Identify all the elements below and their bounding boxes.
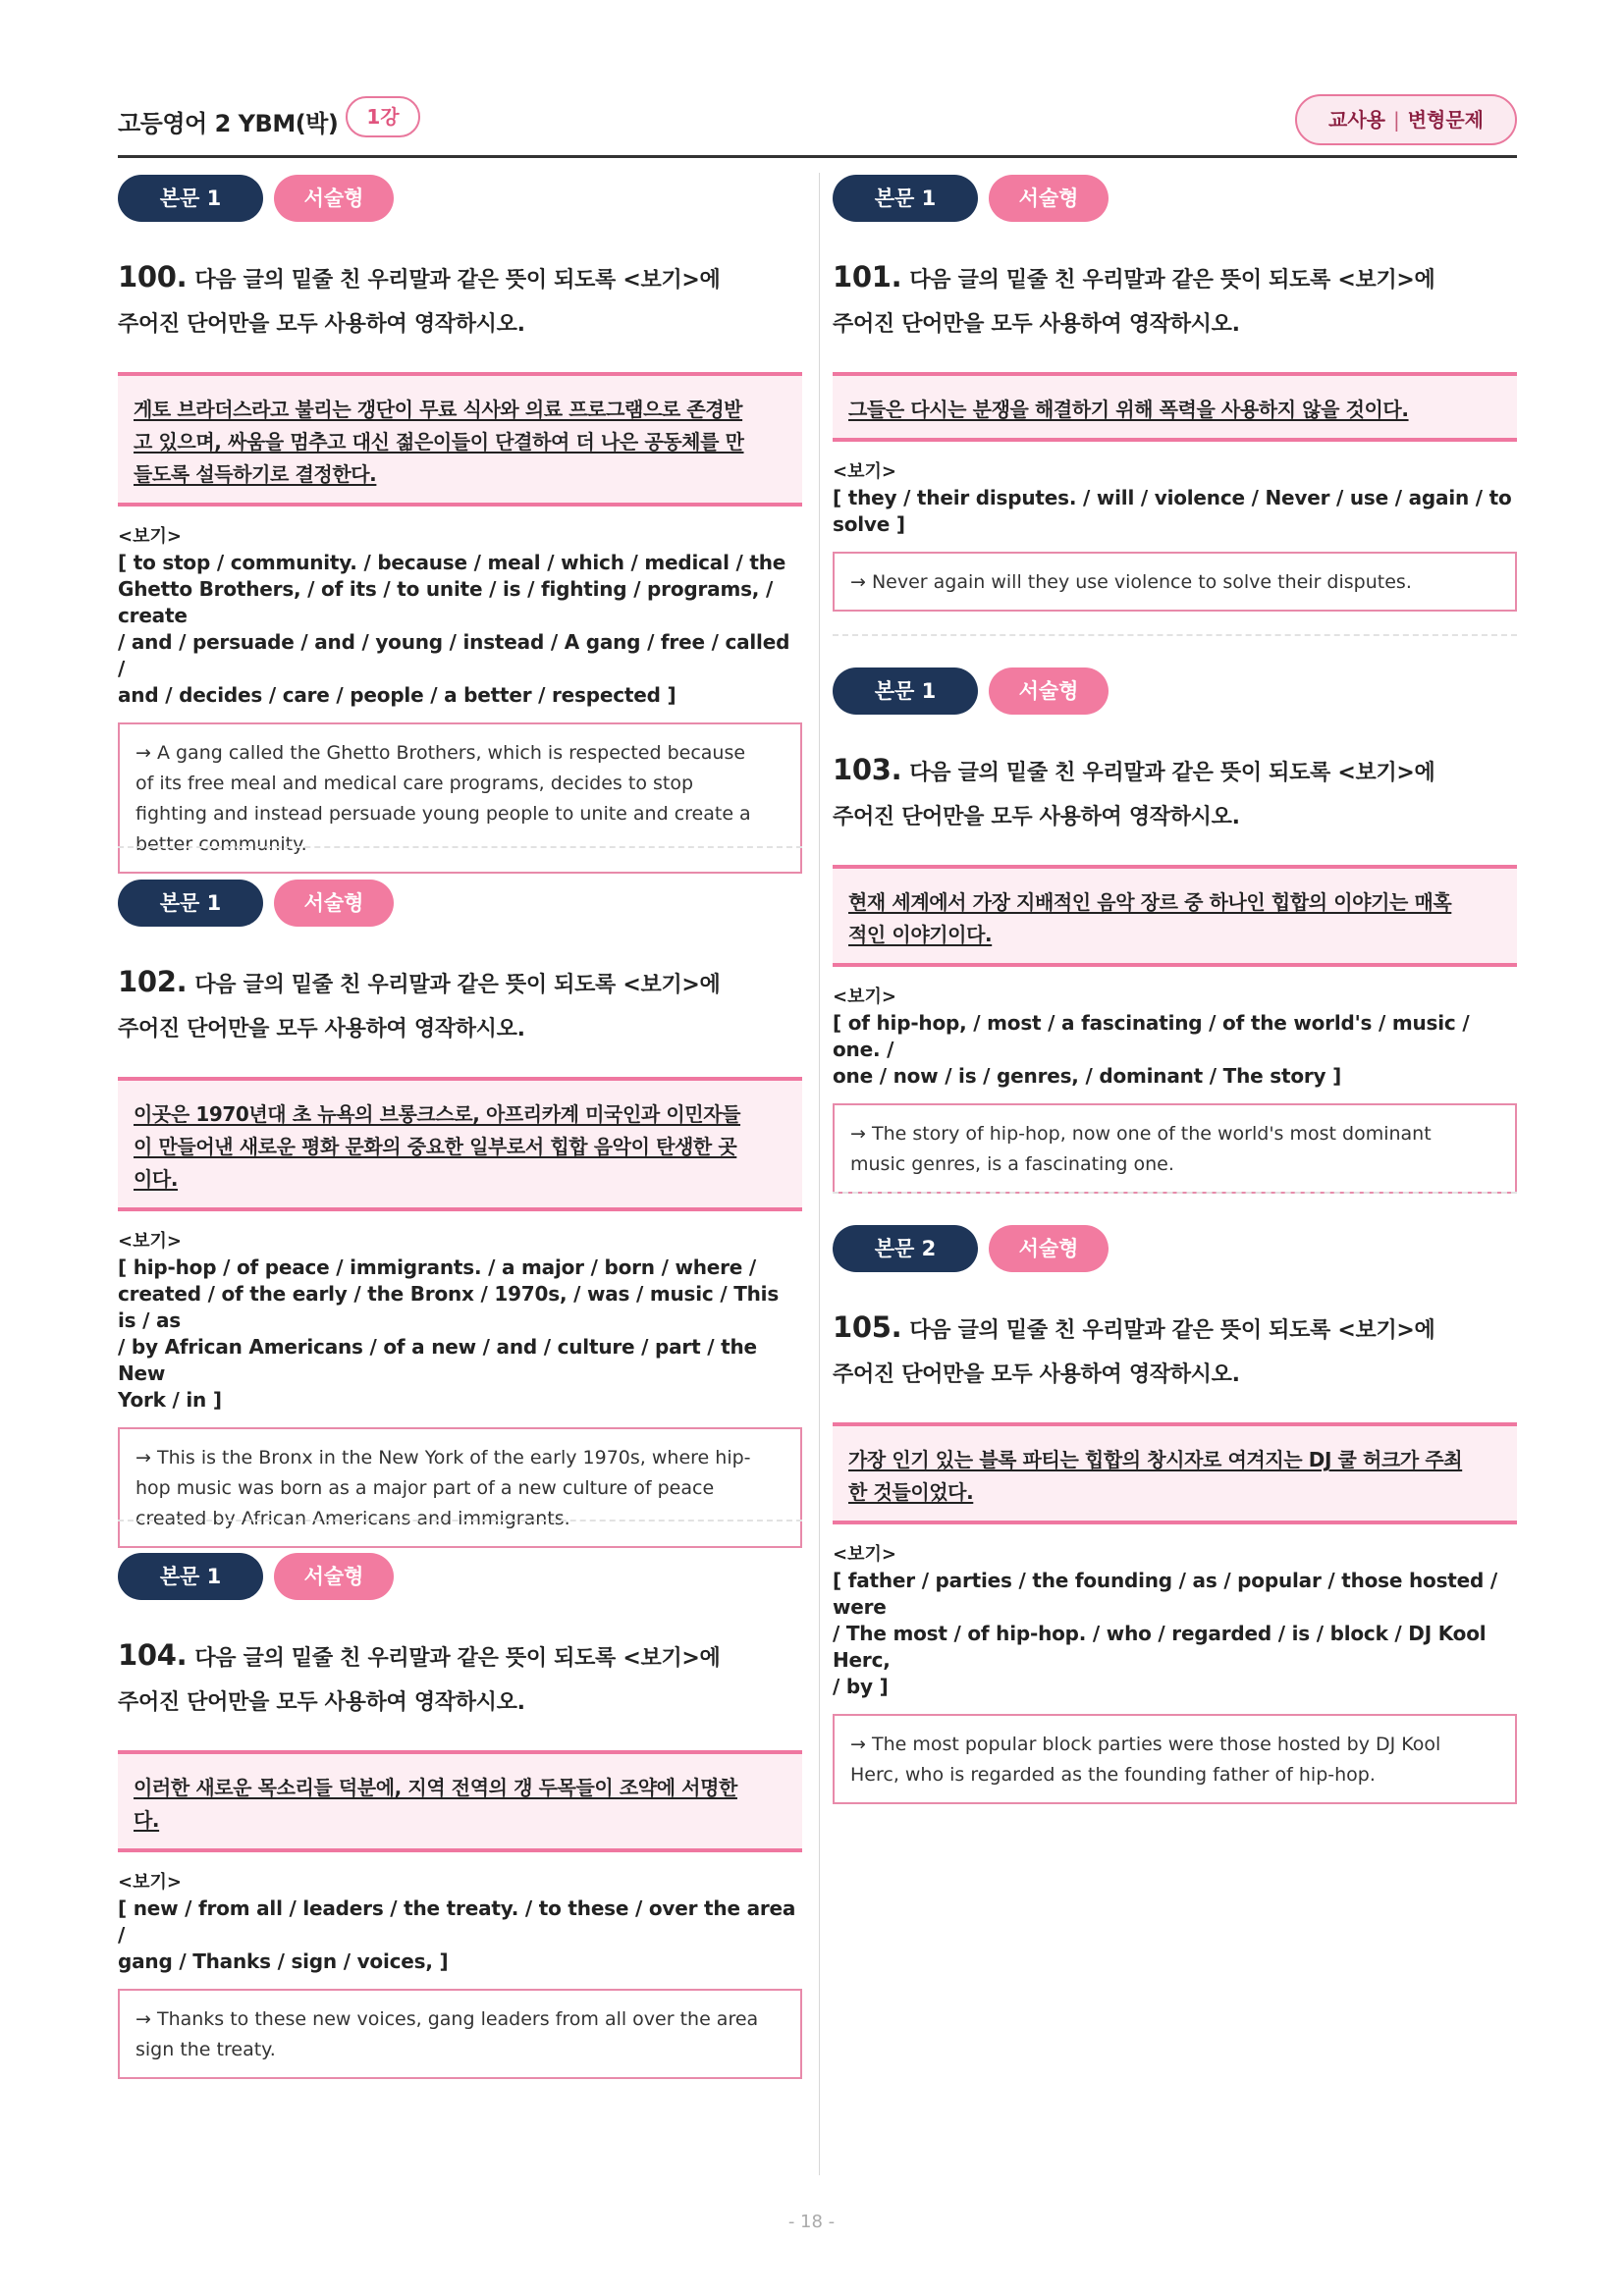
question-separator [833,1192,1517,1194]
korean-line: 그들은 다시는 분쟁을 해결하기 위해 폭력을 사용하지 않을 것이다. [848,398,1409,421]
type-pill: 서술형 [989,1225,1109,1272]
korean-sentence-box [118,1750,802,1852]
bogi-word-list: [ father / parties / the founding / as / popular / those hosted / were / The most / of hip-hop. / who / regarded / is / block / DJ Kool Herc, / by ] [833,1569,1498,1698]
answer-box: → The most popular block parties were those hosted by DJ Kool Herc, who is regarded as the founding father of hip-hop. [833,1714,1517,1804]
answer-box: → The story of hip-hop, now one of the world's most dominant music genres, is a fascinating one. [833,1103,1517,1194]
section-pill: 본문 1 [118,175,263,222]
edition-separator: | [1392,108,1400,132]
bogi-word-list: [ of hip-hop, / most / a fascinating / of the world's / music / one. / one / now / is / genres, / dominant / The story ] [833,1011,1470,1088]
book-title: 고등영어 2 YBM(박) [118,110,339,137]
edition-type-label: 변형문제 [1407,108,1484,132]
korean-sentence-box [833,372,1517,442]
bogi-label: <보기> [833,1544,896,1565]
bogi-label: <보기> [118,1872,182,1893]
question-number: 100. [118,260,188,294]
page-number: - 18 - [787,2212,836,2232]
section-pill: 본문 1 [833,175,978,222]
question-instruction: 101. 다음 글의 밑줄 친 우리말과 같은 뜻이 되도록 <보기>에 주어진 단어만을 모두 사용하여 영작하시오. [833,260,1435,337]
question-number: 103. [833,753,902,786]
korean-line: 다. [134,1808,160,1832]
edition-teacher-label: 교사용 [1328,108,1385,132]
type-pill: 서술형 [989,175,1109,222]
bogi-label: <보기> [833,987,896,1007]
korean-line: 이다. [134,1167,179,1191]
header-rule [118,155,1517,158]
korean-line: 들도록 설득하기로 결정한다. [134,462,377,486]
korean-line: 한 것들이었다. [848,1480,974,1504]
korean-line: 가장 인기 있는 블록 파티는 힙합의 창시자로 여겨지는 DJ 쿨 허크가 주최 [848,1448,1463,1471]
bogi-label: <보기> [833,461,896,482]
question-number: 102. [118,965,188,998]
answer-box: → This is the Bronx in the New York of the early 1970s, where hip- hop music was born as a major part of a new culture of peace created by African Americans and immigrants. [118,1427,802,1548]
edition-badge [1295,94,1517,145]
question-instruction: 103. 다음 글의 밑줄 친 우리말과 같은 뜻이 되도록 <보기>에 주어진 단어만을 모두 사용하여 영작하시오. [833,753,1435,829]
column-divider [819,173,820,2175]
type-pill: 서술형 [989,667,1109,715]
question-instruction: 102. 다음 글의 밑줄 친 우리말과 같은 뜻이 되도록 <보기>에 주어진 단어만을 모두 사용하여 영작하시오. [118,965,721,1041]
question-number: 104. [118,1638,188,1672]
bogi-label: <보기> [118,1231,182,1252]
section-pill: 본문 1 [118,880,263,927]
korean-line: 적인 이야기이다. [848,923,993,946]
question-block [833,667,1517,1194]
korean-sentence-box [118,372,802,507]
question-separator [118,1520,802,1522]
type-pill: 서술형 [274,880,394,927]
section-pill: 본문 1 [833,667,978,715]
korean-line: 이곳은 1970년대 초 뉴욕의 브롱크스로, 아프리카계 미국인과 이민자들 [134,1102,741,1126]
section-pill: 본문 2 [833,1225,978,1272]
lesson-badge: 1강 [346,96,420,137]
answer-box: → Never again will they use violence to solve their disputes. [833,552,1517,612]
question-instruction: 100. 다음 글의 밑줄 친 우리말과 같은 뜻이 되도록 <보기>에 주어진 단어만을 모두 사용하여 영작하시오. [118,260,721,337]
answer-box: → Thanks to these new voices, gang leaders from all over the area sign the treaty. [118,1989,802,2079]
question-separator [833,634,1517,636]
bogi-word-list: [ to stop / community. / because / meal / which / medical / the Ghetto Brothers, / of its / to unite / is / fighting / programs, / create / and / persuade / and / young / instead / A gang / free / called / and / decides / care / people / a better / respected ] [118,551,790,707]
question-number: 101. [833,260,902,294]
question-block [118,880,802,1548]
korean-line: 고 있으며, 싸움을 멈추고 대신 젊은이들이 단결하여 더 나은 공동체를 만 [134,430,744,454]
question-block [118,175,802,874]
korean-sentence-box [833,865,1517,967]
bogi-label: <보기> [118,526,182,547]
section-pill: 본문 1 [118,1553,263,1600]
answer-box: → A gang called the Ghetto Brothers, which is respected because of its free meal and medical care programs, decides to stop fighting and instead persuade young people to unite and create a better community. [118,722,802,874]
korean-sentence-box [118,1077,802,1211]
bogi-word-list: [ new / from all / leaders / the treaty. / to these / over the area / gang / Thanks / sign / voices, ] [118,1896,796,1973]
page-header [118,94,1517,153]
korean-line: 이러한 새로운 목소리들 덕분에, 지역 전역의 갱 두목들이 조약에 서명한 [134,1776,737,1799]
type-pill: 서술형 [274,175,394,222]
question-separator [118,846,802,848]
question-block [833,1225,1517,1804]
question-number: 105. [833,1310,902,1344]
question-block [833,175,1517,612]
korean-line: 현재 세계에서 가장 지배적인 음악 장르 중 하나인 힙합의 이야기는 매혹 [848,890,1452,914]
bogi-word-list: [ they / their disputes. / will / violence / Never / use / again / to solve ] [833,486,1512,536]
type-pill: 서술형 [274,1553,394,1600]
question-block [118,1553,802,2079]
question-instruction: 105. 다음 글의 밑줄 친 우리말과 같은 뜻이 되도록 <보기>에 주어진 단어만을 모두 사용하여 영작하시오. [833,1310,1435,1387]
bogi-word-list: [ hip-hop / of peace / immigrants. / a major / born / where / created / of the early / the Bronx / 1970s, / was / music / This is / as / by African Americans / of a new / and / culture / part / the New York / in ] [118,1255,780,1412]
korean-sentence-box [833,1422,1517,1524]
korean-line: 이 만들어낸 새로운 평화 문화의 중요한 일부로서 힙합 음악이 탄생한 곳 [134,1135,737,1158]
korean-line: 게토 브라더스라고 불리는 갱단이 무료 식사와 의료 프로그램으로 존경받 [134,398,743,421]
question-instruction: 104. 다음 글의 밑줄 친 우리말과 같은 뜻이 되도록 <보기>에 주어진 단어만을 모두 사용하여 영작하시오. [118,1638,721,1715]
